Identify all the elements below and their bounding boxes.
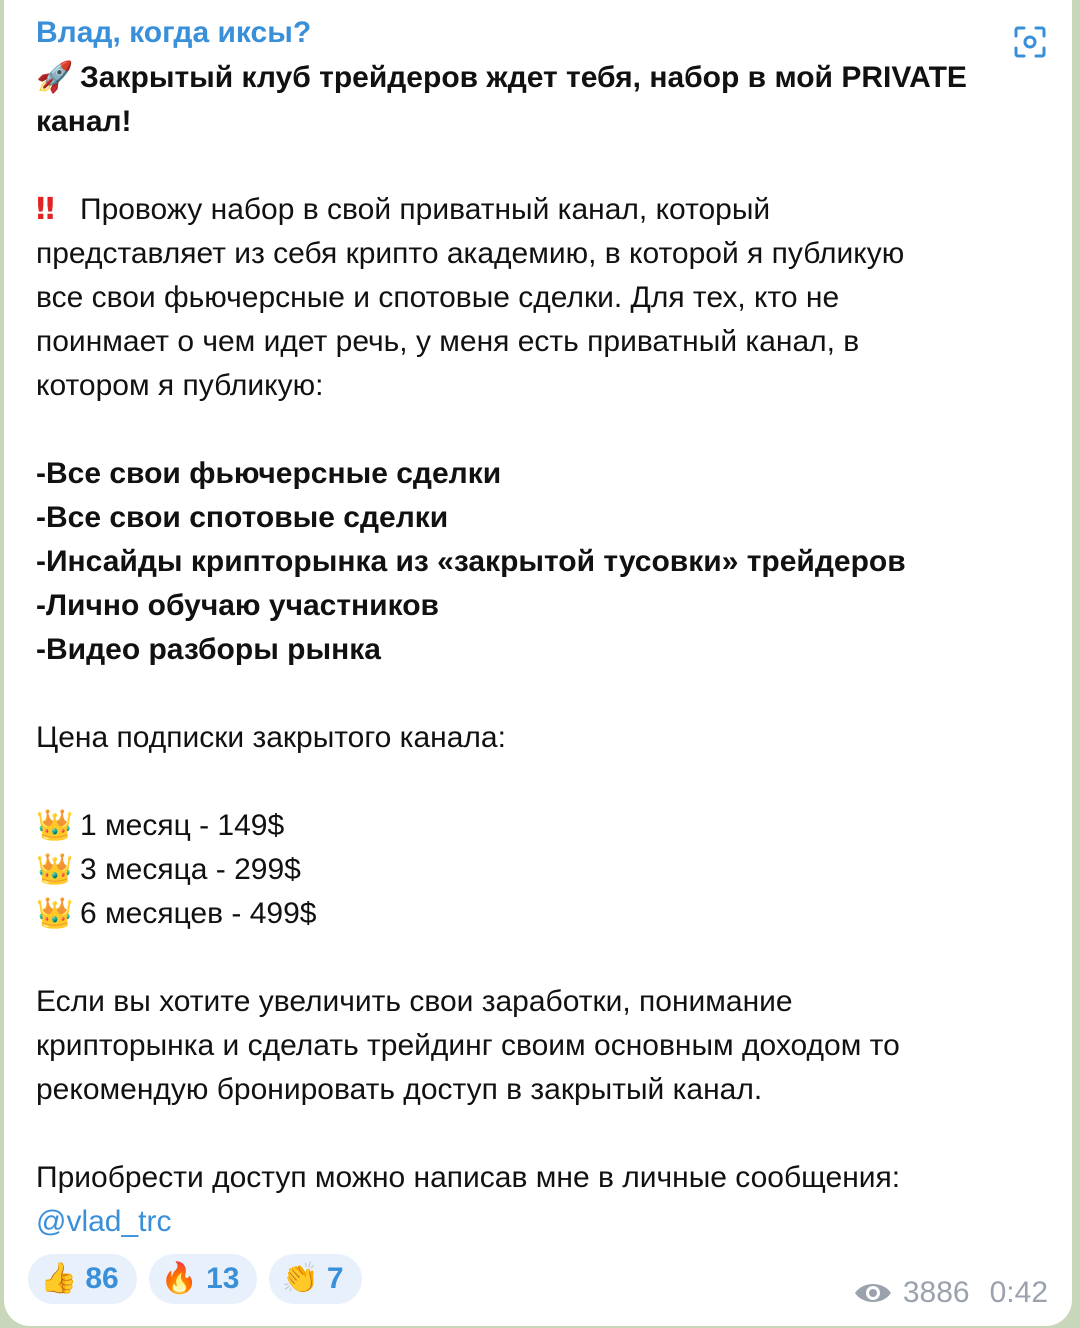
price-list	[36, 804, 1040, 936]
feature-item: -Видео разборы рынка	[36, 633, 381, 666]
price-item: 1 месяц - 149$	[80, 809, 285, 842]
eye-icon	[853, 1280, 893, 1306]
clap-icon: 👏	[281, 1261, 319, 1296]
message-time: 0:42	[989, 1276, 1048, 1309]
reaction-thumbs-up[interactable]	[28, 1254, 137, 1304]
message-title: 🚀 Закрытый клуб трейдеров ждет тебя, набор в мой PRIVATE канал!	[36, 56, 1040, 144]
reaction-count: 7	[326, 1262, 344, 1295]
view-count: 3886	[902, 1276, 970, 1309]
crown-icon: 👑	[36, 852, 74, 887]
reaction-clap[interactable]	[269, 1254, 361, 1304]
feature-list	[36, 452, 1040, 672]
message-bubble	[4, 0, 1072, 1326]
reaction-count: 13	[206, 1262, 240, 1295]
feature-item: -Все свои спотовые сделки	[36, 501, 449, 534]
feature-item: -Все свои фьючерсные сделки	[36, 457, 502, 490]
fire-icon: 🔥	[160, 1261, 199, 1296]
price-item: 3 месяца - 299$	[80, 853, 301, 886]
double-exclamation-icon: ‼	[36, 192, 55, 227]
feature-item: -Лично обучаю участников	[36, 589, 439, 622]
feature-item: -Инсайды крипторынка из «закрытой тусовки» трейдеров	[36, 545, 906, 578]
intro-paragraph: ‼ Провожу набор в свой приватный канал, который представляет из себя крипто академию, в которой я публикую все свои фьючерсные и спотовые сделки. Для тех, кто не поинмает о чем идет речь, у меня есть приватный канал, в котором я публикую:	[36, 188, 1040, 408]
reaction-count: 86	[85, 1262, 119, 1295]
crown-icon: 👑	[36, 896, 74, 931]
rocket-icon: 🚀	[36, 60, 74, 95]
crown-icon: 👑	[36, 808, 74, 843]
pitch-paragraph: Если вы хотите увеличить свои заработки, понимание крипторынка и сделать трейдинг своим основным доходом то рекомендую бронировать доступ в закрытый канал.	[36, 985, 900, 1106]
contact-mention-link[interactable]: @vlad_trc	[36, 1205, 172, 1238]
price-heading: Цена подписки закрытого канала:	[36, 721, 506, 754]
price-item: 6 месяцев - 499$	[80, 897, 317, 930]
message-text	[36, 56, 1040, 1244]
contact-paragraph: Приобрести доступ можно написав мне в личные сообщения: @vlad_trc	[36, 1161, 901, 1238]
reactions-bar	[28, 1254, 362, 1304]
scan-icon[interactable]	[1006, 18, 1054, 66]
reaction-fire[interactable]	[149, 1254, 258, 1304]
thumbs-up-icon: 👍	[40, 1261, 78, 1296]
message-meta	[853, 1276, 1048, 1310]
channel-name[interactable]: Влад, когда иксы?	[36, 16, 312, 49]
